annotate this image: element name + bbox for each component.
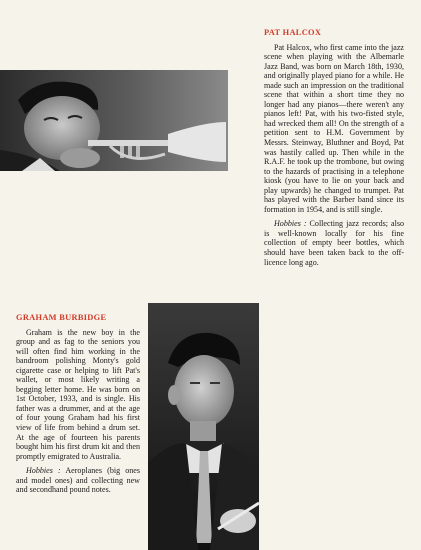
pat-hobbies-label: Hobbies :	[274, 219, 307, 229]
graham-burbidge-photo	[148, 303, 259, 550]
graham-burbidge-heading: GRAHAM BURBIDGE	[16, 313, 107, 322]
graham-burbidge-body: Graham is the new boy in the group and as fag to the seniors you will often find him working in the bandroom polishing Monty's gold cigarette case or helping to lift Pat's wallet, or most likely writing a begging letter home. He was born on 1st October, 1933, and is single. His father was a drummer, and at the age of four young Graham had his first view of life from behind a drum set. At the age of fourteen his parents bought him his first drum kit and then promptly emigrated to Australia.	[16, 327, 140, 461]
pat-halcox-hobbies	[264, 219, 404, 267]
pat-hobbies-text: Collecting jazz records; also is well-known locally for his fine collection of empty beer bottles, which should have been taken back to the off-licence long ago.	[264, 219, 404, 267]
graham-hobbies-text: Aeroplanes (big ones and model ones) and collecting new and secondhand pound notes.	[16, 466, 141, 495]
pat-halcox-bio	[264, 28, 404, 267]
graham-hobbies-label: Hobbies :	[26, 466, 61, 476]
pat-halcox-photo	[0, 70, 228, 171]
graham-burbidge-hobbies	[16, 466, 140, 495]
graham-burbidge-bio	[16, 313, 140, 495]
pat-halcox-heading: PAT HALCOX	[264, 28, 322, 37]
pat-halcox-body: Pat Halcox, who first came into the jazz scene when playing with the Albemarle Jazz Band, was born on March 18th, 1930, and originally played piano for a while. He made such an impression on the traditional scene that within a short time they no longer had any pianos—there weren't any pianos left! Pat, with his two-fisted style, had wrecked them all! On the strength of a petition sent to H.M. Government by Messrs. Steinway, Bluthner and Boyd, Pat was hastily called up. Then while in the R.A.F. he took up the trombone, but owing to the hazards of practising in a telephone kiosk (you have to lie on your back and play upwards) he changed to trumpet. Pat has played with the Barber band since its formation in 1954, and is still single.	[264, 42, 404, 214]
